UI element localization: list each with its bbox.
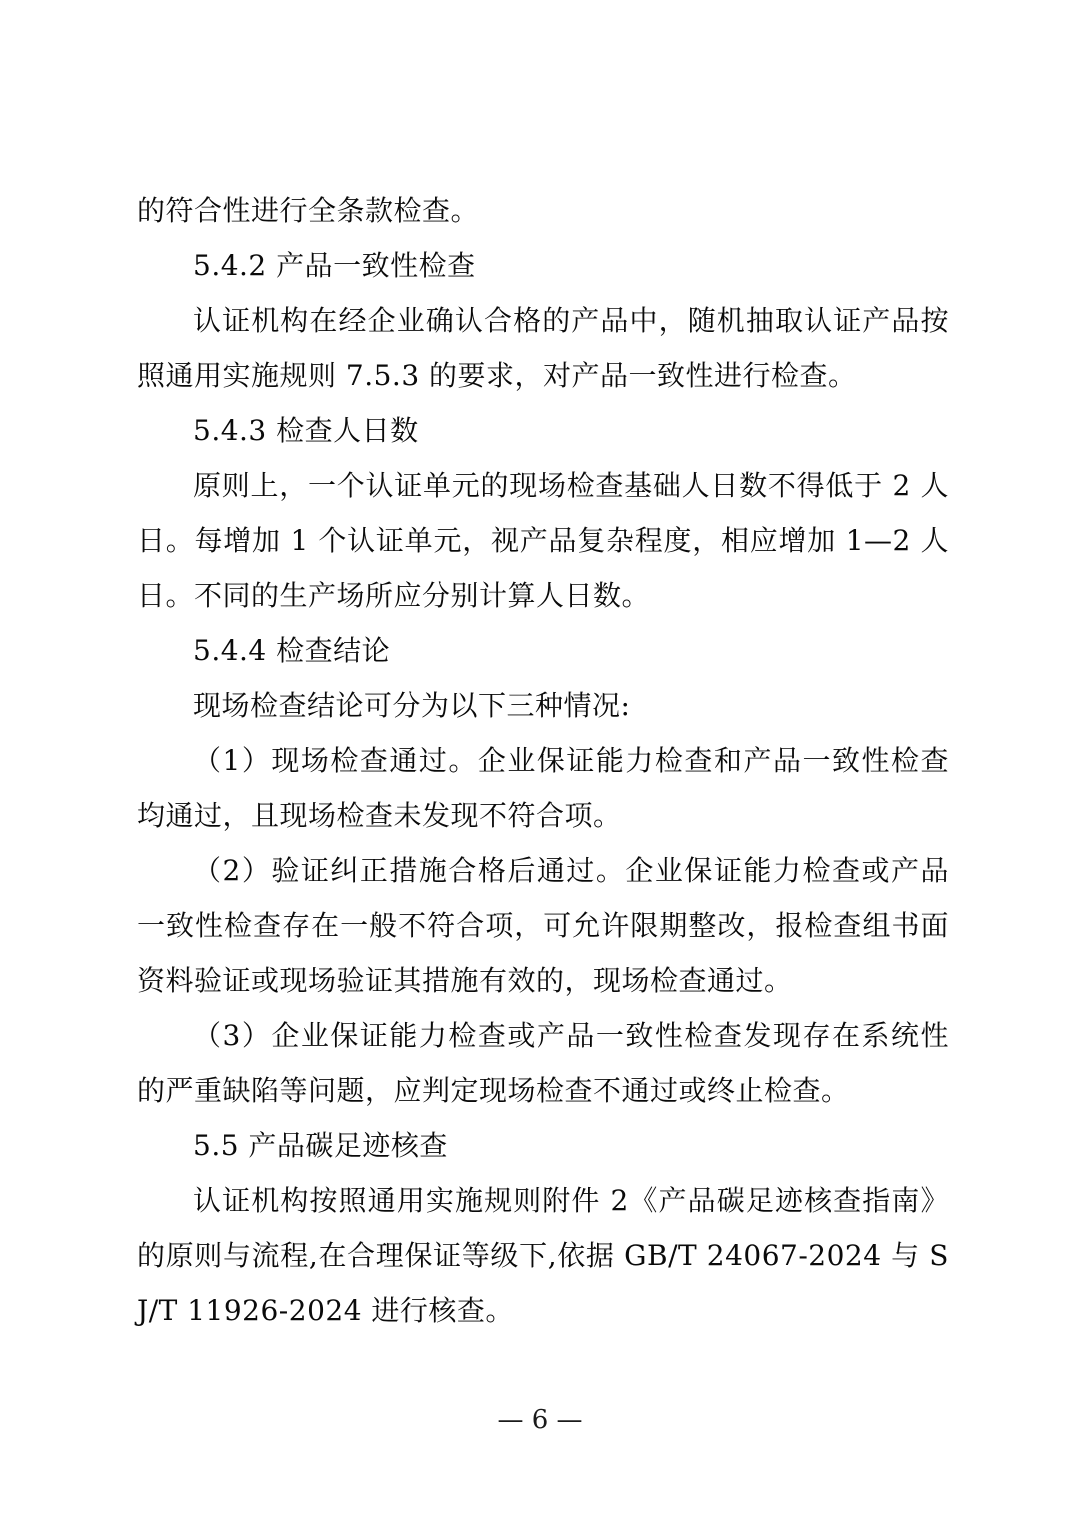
paragraph-5-5-body: 认证机构按照通用实施规则附件 2《产品碳足迹核查指南》的原则与流程,在合理保证等级下,依据 GB/T 24067-2024 与 SJ/T 11926-2024 进行核查。 [137, 1184, 949, 1327]
section-heading-5-5: 5.5 产品碳足迹核查 [193, 1129, 448, 1162]
paragraph-continued: 的符合性进行全条款检查。 [137, 194, 480, 227]
page-footer [0, 1393, 1080, 1448]
paragraph-case-3: （3）企业保证能力检查或产品一致性检查发现存在系统性的严重缺陷等问题，应判定现场检查不通过或终止检查。 [137, 1019, 949, 1107]
paragraph-5-4-2-body: 认证机构在经企业确认合格的产品中，随机抽取认证产品按照通用实施规则 7.5.3 的要求，对产品一致性进行检查。 [137, 304, 949, 392]
paragraph-case-1: （1）现场检查通过。企业保证能力检查和产品一致性检查均通过，且现场检查未发现不符合项。 [137, 744, 949, 832]
paragraph-5-4-4-intro: 现场检查结论可分为以下三种情况: [193, 689, 631, 722]
section-heading-5-4-2: 5.4.2 产品一致性检查 [193, 249, 476, 282]
paragraph-case-2: （2）验证纠正措施合格后通过。企业保证能力检查或产品一致性检查存在一般不符合项，可允许限期整改，报检查组书面资料验证或现场验证其措施有效的，现场检查通过。 [137, 854, 949, 997]
page-number: — 6 — [497, 1405, 583, 1435]
section-heading-5-4-4: 5.4.4 检查结论 [193, 634, 391, 667]
section-heading-5-4-3: 5.4.3 检查人日数 [193, 414, 419, 447]
document-body [137, 183, 949, 1338]
paragraph-5-4-3-body: 原则上，一个认证单元的现场检查基础人日数不得低于 2 人日。每增加 1 个认证单元，视产品复杂程度，相应增加 1—2 人日。不同的生产场所应分别计算人日数。 [137, 469, 949, 612]
